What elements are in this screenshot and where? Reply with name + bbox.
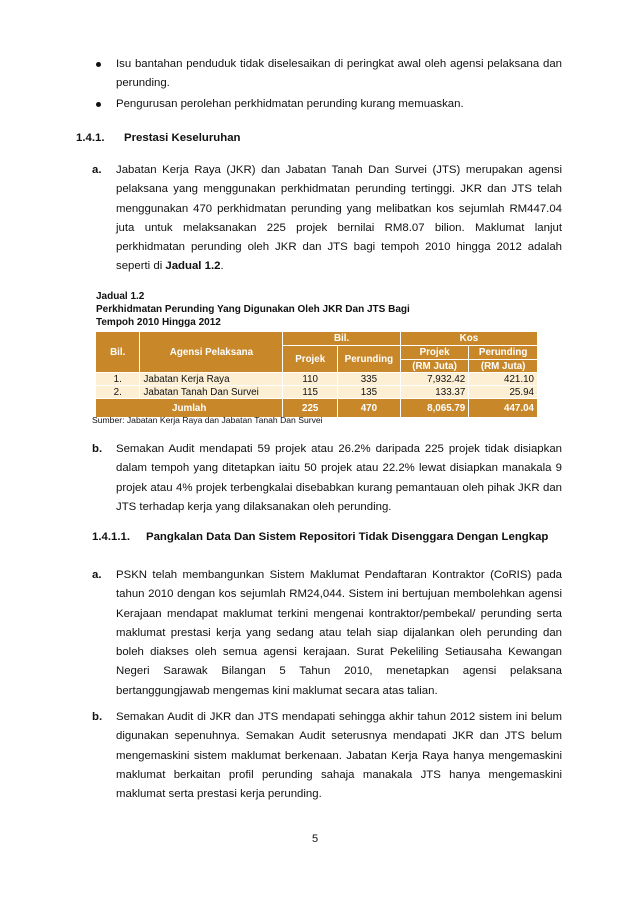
para-b-label: b. [92, 443, 103, 455]
total-perunding: 470 [337, 399, 400, 418]
para-a2-text: PSKN telah membangunkan Sistem Maklumat Pendaftaran Kontraktor (CoRIS) pada tahun 2010 dengan kos sejumlah RM24,044. Sistem ini bertujuan membolehkan agensi Kerajaan mendapat maklumat terkini mengenai kontraktor/pembekal/ perunding serta maklumat prestasi kerja yang sedang atau telah siap dijalankan oleh perunding dan boleh diakses oleh semua agensi kerajaan. Surat Pekeliling Setiausaha Kewangan Negeri Sarawak Bilangan 5 Tahun 2010, menetapkan agensi pelaksana bertanggungjawab mengemas kini maklumat secara atas talian. [116, 569, 562, 697]
header-kos-projek: Projek [400, 346, 468, 360]
header-bil: Bil. [96, 332, 140, 373]
header-kos-group: Kos [400, 332, 537, 346]
bullet-item-1: Isu bantahan penduduk tidak diselesaikan di peringkat awal oleh agensi pelaksana dan perunding. [116, 58, 562, 90]
para-a-body: Jabatan Kerja Raya (JKR) dan Jabatan Tanah Dan Survei (JTS) merupakan agensi pelaksana yang menggunakan perkhidmatan perunding tertinggi. JKR dan JTS telah menggunakan 470 perkhidmatan perunding yang melibatkan kos sejumlah RM447.04 juta untuk melaksanakan 225 projek bernilai RM8.07 bilion. Maklumat lanjut perkhidmatan perunding oleh JKR dan JTS bagi tempoh 2010 hingga 2012 adalah seperti di [116, 164, 562, 273]
table-caption-number: Jadual 1.2 [96, 291, 145, 302]
header-agensi: Agensi Pelaksana [140, 332, 283, 373]
cell-projek: 115 [283, 386, 338, 399]
cell-agensi: Jabatan Kerja Raya [140, 373, 283, 386]
subsection-number: 1.4.1.1. [92, 531, 130, 543]
table-reference: Jadual 1.2 [165, 260, 221, 273]
para-a2-label: a. [92, 569, 102, 581]
bullet-icon [96, 62, 101, 67]
cell-projek: 110 [283, 373, 338, 386]
cell-kos-perunding: 25.94 [469, 386, 538, 399]
cell-perunding: 135 [337, 386, 400, 399]
cell-no: 2. [96, 386, 140, 399]
total-kos-projek: 8,065.79 [400, 399, 468, 418]
table-caption-title: Perkhidmatan Perunding Yang Digunakan Oleh JKR Dan JTS Bagi [96, 304, 410, 315]
header-kos-perunding-unit: (RM Juta) [469, 360, 538, 373]
cell-kos-perunding: 421.10 [469, 373, 538, 386]
cell-kos-projek: 133.37 [400, 386, 468, 399]
consultant-table [95, 331, 538, 418]
subsection-title: Pangkalan Data Dan Sistem Repositori Tidak Disenggara Dengan Lengkap [146, 531, 549, 543]
cell-agensi: Jabatan Tanah Dan Survei [140, 386, 283, 399]
header-projek: Projek [283, 346, 338, 373]
bullet-icon [96, 102, 101, 107]
header-kos-projek-unit: (RM Juta) [400, 360, 468, 373]
section-title: Prestasi Keseluruhan [124, 132, 241, 144]
header-perunding: Perunding [337, 346, 400, 373]
cell-no: 1. [96, 373, 140, 386]
header-bil-group: Bil. [283, 332, 400, 346]
cell-kos-projek: 7,932.42 [400, 373, 468, 386]
para-a-text [116, 161, 562, 277]
table-caption-period: Tempoh 2010 Hingga 2012 [96, 317, 221, 328]
para-a-label: a. [92, 164, 102, 176]
table-row [96, 386, 538, 399]
total-label: Jumlah [96, 399, 283, 418]
header-kos-perunding: Perunding [469, 346, 538, 360]
total-kos-perunding: 447.04 [469, 399, 538, 418]
table-row [96, 373, 538, 386]
cell-perunding: 335 [337, 373, 400, 386]
para-b2-text: Semakan Audit di JKR dan JTS mendapati sehingga akhir tahun 2012 sistem ini belum digunakan sepenuhnya. Semakan Audit seterusnya mendapati JKR dan JTS belum mengemaskini sistem maklumat berkenaan. Jabatan Kerja Raya hanya mengemaskini maklumat berkaitan profil perunding sahaja manakala JTS hanya mengemaskini maklumat serta prestasi kerja perunding. [116, 711, 562, 801]
table-source: Sumber: Jabatan Kerja Raya dan Jabatan Tanah Dan Survei [92, 415, 323, 425]
para-b-text: Semakan Audit mendapati 59 projek atau 26.2% daripada 225 projek tidak disiapkan dalam tempoh yang ditetapkan iaitu 50 projek atau 22.2% lewat disiapkan manakala 9 projek atau 4% projek terbengkalai disebabkan kurang pemantauan oleh pihak JKR dan JTS terhadap kerja yang dilaksanakan oleh perunding. [116, 443, 562, 513]
para-b2-label: b. [92, 711, 103, 723]
para-a-end: . [220, 260, 224, 273]
total-projek: 225 [283, 399, 338, 418]
page-number: 5 [312, 833, 319, 845]
bullet-item-2: Pengurusan perolehan perkhidmatan perunding kurang memuaskan. [116, 98, 464, 110]
section-number: 1.4.1. [76, 132, 105, 144]
